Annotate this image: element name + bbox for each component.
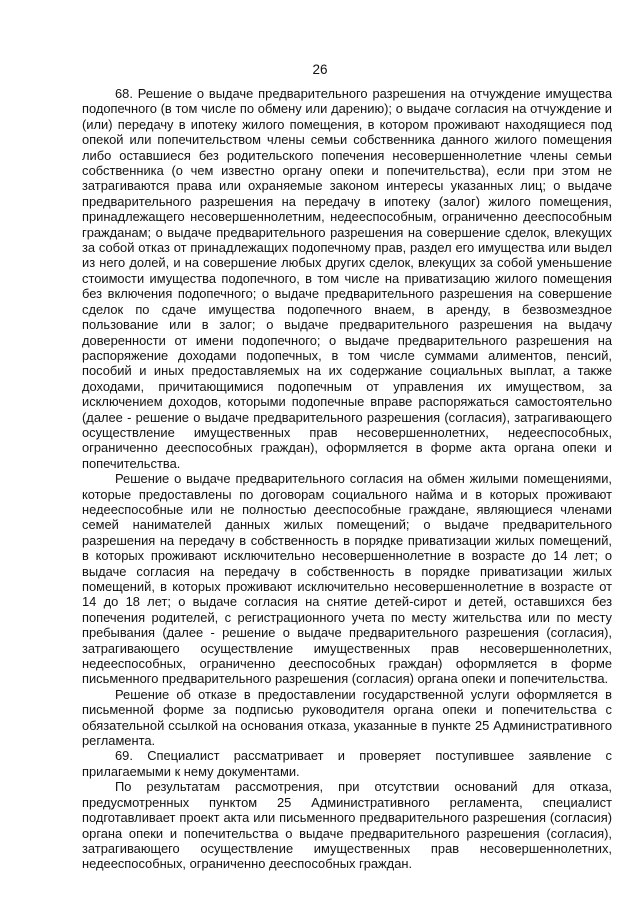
paragraph-consent-exchange: Решение о выдаче предварительного согласия на обмен жилыми помещениями, которые предоставлены по договорам социального найма и в которых проживают недееспособные или не полностью дееспособные граждане, являющиеся членами семей нанимателей данных жилых помещений; о выдаче предварительного разрешения на передачу в собственность в порядке приватизации жилых помещений, в которых проживают исключительно несовершеннолетние в возрасте до 14 лет; о выдаче согласия на передачу в собственность в порядке приватизации жилых помещений, в которых проживают исключительно несовершеннолетние в возрасте от 14 до 18 лет; о выдаче согласия на снятие детей-сирот и детей, оставшихся без попечения родителей, с регистрационного учета по месту жительства или по месту пребывания (далее - решение о выдаче предварительного разрешения (согласия), затрагивающего осуществление имущественных прав несовершеннолетних, недееспособных, ограниченно дееспособных граждан) оформляется в форме письменного предварительного разрешения (согласия) органа опеки и попечительства. [82, 471, 612, 687]
paragraph-review-results: По результатам рассмотрения, при отсутствии оснований для отказа, предусмотренных пунктом 25 Административного регламента, специалист подготавливает проект акта или письменного предварительного разрешения (согласия) органа опеки и попечительства о выдаче предварительного разрешения (согласия), затрагивающего осуществление имущественных прав несовершеннолетних, недееспособных, ограниченно дееспособных граждан. [82, 779, 612, 872]
document-body [82, 86, 612, 872]
paragraph-68: 68. Решение о выдаче предварительного разрешения на отчуждение имущества подопечного (в том числе по обмену или дарению); о выдаче согласия на отчуждение и (или) передачу в ипотеку жилого помещения, в котором проживают находящиеся под опекой или попечительством члены семьи собственника данного жилого помещения либо оставшиеся без родительского попечения несовершеннолетние члены семьи собственника (о чем известно органу опеки и попечительства), если при этом не затрагиваются права или охраняемые законом интересы указанных лиц; о выдаче предварительного разрешения на передачу в ипотеку (залог) жилого помещения, принадлежащего несовершеннолетним, недееспособным, ограниченно дееспособным гражданам; о выдаче предварительного разрешения на совершение сделок, влекущих за собой отказ от принадлежащих подопечному прав, раздел его имущества или выдел из него долей, и на совершение любых других сделок, влекущих за собой уменьшение стоимости имущества подопечного, в том числе на приватизацию жилого помещения без включения подопечного; о выдаче предварительного разрешения на совершение сделок по сдаче имущества подопечного внаем, в аренду, в безвозмездное пользование или в залог; о выдаче предварительного разрешения на выдачу доверенности от имени подопечного; о выдаче предварительного разрешения на распоряжение доходами подопечных, в том числе суммами алиментов, пенсий, пособий и иных предоставляемых на их содержание социальных выплат, а также доходами, причитающимися подопечным от управления их имуществом, за исключением доходов, которыми подопечные вправе распоряжаться самостоятельно (далее - решение о выдаче предварительного разрешения (согласия), затрагивающего осуществление имущественных прав несовершеннолетних, недееспособных, ограниченно дееспособных граждан), оформляется в форме акта органа опеки и попечительства. [82, 86, 612, 471]
paragraph-refusal: Решение об отказе в предоставлении государственной услуги оформляется в письменной форме за подписью руководителя органа опеки и попечительства с обязательной ссылкой на основания отказа, указанные в пункте 25 Административного регламента. [82, 686, 612, 749]
page-number: 26 [312, 62, 328, 77]
paragraph-69: 69. Специалист рассматривает и проверяет поступившее заявление с прилагаемыми к нему документами. [82, 748, 612, 779]
